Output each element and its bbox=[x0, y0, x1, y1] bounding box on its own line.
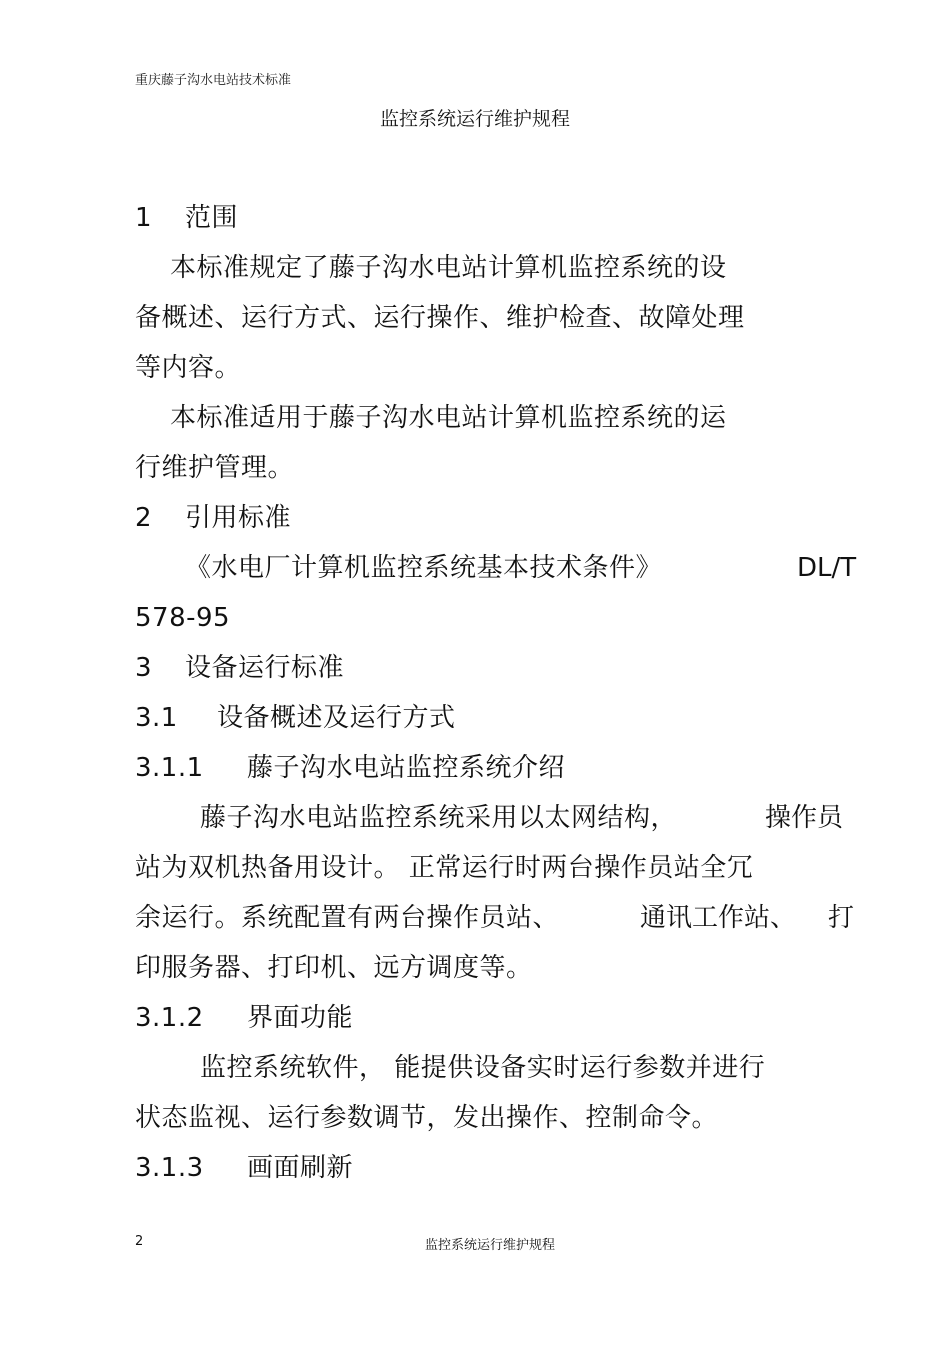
section-label: 设备运行标准 bbox=[185, 653, 345, 683]
section-3-heading bbox=[135, 652, 344, 684]
section-number: 3.1 bbox=[135, 703, 178, 733]
paragraph-line: 通讯工作站、 bbox=[640, 903, 797, 933]
section-label: 界面功能 bbox=[247, 1003, 354, 1033]
section-number: 2 bbox=[135, 503, 153, 533]
section-label: 设备概述及运行方式 bbox=[217, 703, 456, 733]
section-number: 3.1.3 bbox=[135, 1153, 204, 1183]
section-1-heading bbox=[135, 202, 238, 234]
section-number: 1 bbox=[135, 203, 153, 233]
paragraph-line: 监控系统软件， 能提供设备实时运行参数并进行 bbox=[200, 1053, 766, 1083]
section-number: 3.1.2 bbox=[135, 1003, 204, 1033]
paragraph-line: 印服务器、打印机、远方调度等。 bbox=[135, 953, 533, 983]
page-number: 2 bbox=[135, 1234, 144, 1249]
paragraph-line: 本标准适用于藤子沟水电站计算机监控系统的运 bbox=[170, 403, 727, 433]
paragraph-line: 本标准规定了藤子沟水电站计算机监控系统的设 bbox=[170, 253, 727, 283]
paragraph-line: 打 bbox=[828, 903, 855, 933]
section-label: 引用标准 bbox=[185, 503, 292, 533]
reference-code: DL/T bbox=[797, 553, 857, 583]
section-3-1-heading bbox=[135, 702, 456, 734]
section-number: 3 bbox=[135, 653, 153, 683]
paragraph-line: 等内容。 bbox=[135, 353, 242, 383]
section-3-1-2-heading bbox=[135, 1002, 353, 1034]
document-title: 监控系统运行维护规程 bbox=[379, 108, 570, 130]
running-header: 重庆藤子沟水电站技术标准 bbox=[135, 73, 292, 88]
paragraph-line: 藤子沟水电站监控系统采用以太网结构， bbox=[200, 803, 678, 833]
reference-title: 《水电厂计算机监控系统基本技术条件》 bbox=[185, 553, 663, 583]
paragraph-line: 站为双机热备用设计。 正常运行时两台操作员站全冗 bbox=[135, 853, 754, 883]
reference-code-number: 578-95 bbox=[135, 603, 231, 633]
paragraph-line: 状态监视、运行参数调节，发出操作、控制命令。 bbox=[135, 1103, 719, 1133]
paragraph-line: 备概述、运行方式、运行操作、维护检查、故障处理 bbox=[135, 303, 745, 333]
section-label: 藤子沟水电站监控系统介绍 bbox=[247, 753, 566, 783]
section-3-1-3-heading bbox=[135, 1152, 353, 1184]
section-2-heading bbox=[135, 502, 291, 534]
section-number: 3.1.1 bbox=[135, 753, 204, 783]
paragraph-line: 余运行。系统配置有两台操作员站、 bbox=[135, 903, 560, 933]
paragraph-line: 操作员 bbox=[765, 803, 844, 833]
section-label: 画面刷新 bbox=[247, 1153, 354, 1183]
footer-title: 监控系统运行维护规程 bbox=[424, 1238, 555, 1253]
section-label: 范围 bbox=[185, 203, 239, 233]
section-3-1-1-heading bbox=[135, 752, 565, 784]
paragraph-line: 行维护管理。 bbox=[135, 453, 295, 483]
